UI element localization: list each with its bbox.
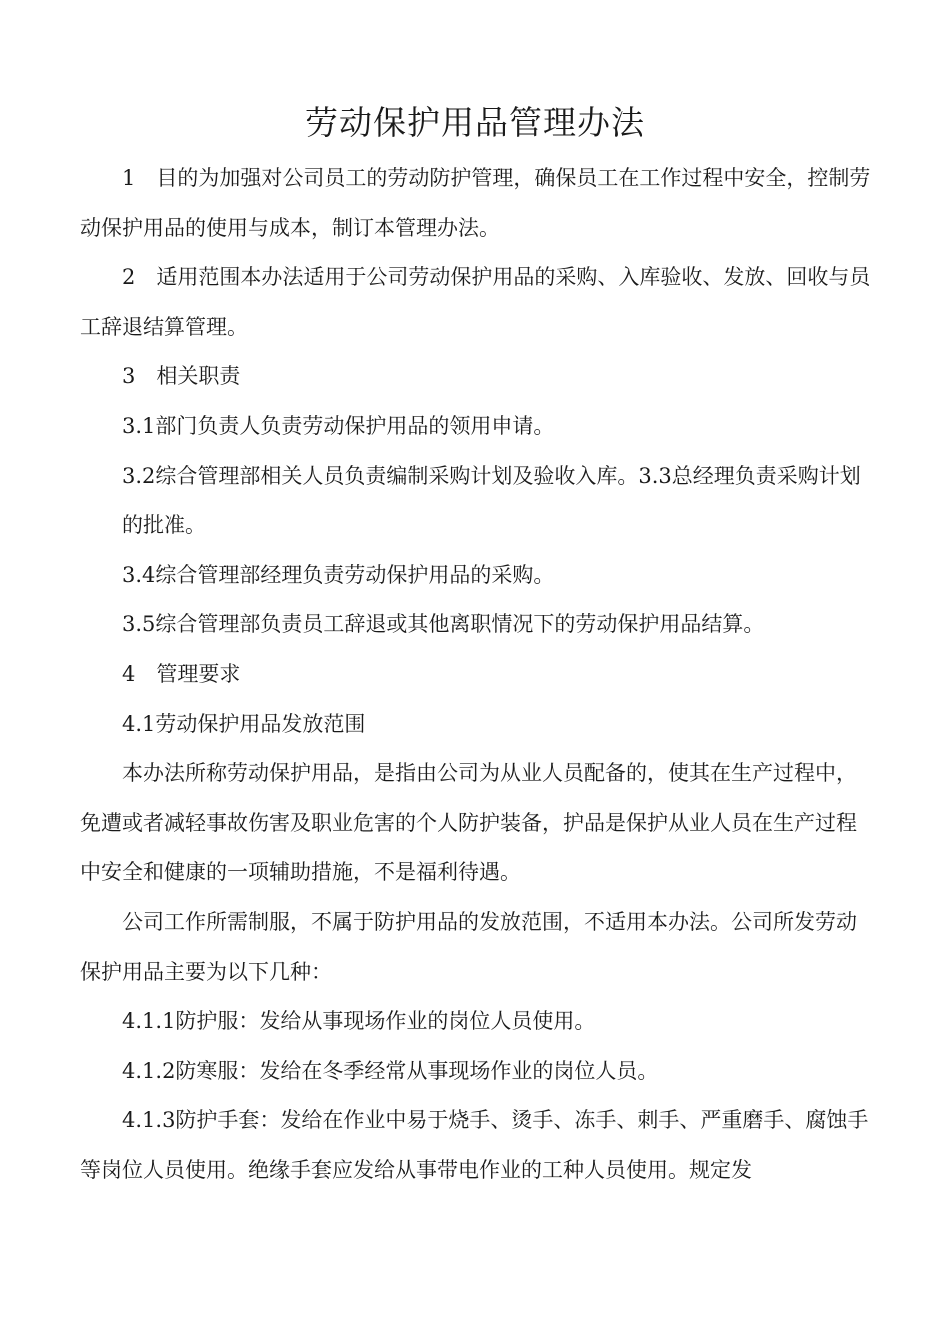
paragraph-3-4: 3.4综合管理部经理负责劳动保护用品的采购。 bbox=[122, 562, 555, 587]
paragraph-definition: 本办法所称劳动保护用品，是指由公司为从业人员配备的，使其在生产过程中，免遭或者减轻事故伤害及职业危害的个人防护装备，护品是保护从业人员在生产过程中安全和健康的一项辅助措施，不是福利待遇。 bbox=[80, 761, 857, 885]
paragraph-4-1-2: 4.1.2防寒服：发给在冬季经常从事现场作业的岗位人员。 bbox=[122, 1058, 659, 1083]
paragraph-3-5: 3.5综合管理部负责员工辞退或其他离职情况下的劳动保护用品结算。 bbox=[122, 612, 765, 637]
paragraph-3-2: 3.2综合管理部相关人员负责编制采购计划及验收入库。3.3总经理负责采购计划的批准。 bbox=[122, 463, 861, 538]
paragraph-purpose: 1 目的为加强对公司员工的劳动防护管理，确保员工在工作过程中安全，控制劳动保护用品的使用与成本，制订本管理办法。 bbox=[80, 166, 871, 240]
document-title: 劳动保护用品管理办法 bbox=[305, 103, 645, 142]
heading-responsibilities: 3 相关职责 bbox=[122, 364, 241, 389]
heading-4-1: 4.1劳动保护用品发放范围 bbox=[122, 711, 366, 736]
paragraph-uniform-exclusion: 公司工作所需制服，不属于防护用品的发放范围，不适用本办法。公司所发劳动保护用品主要为以下几种： bbox=[80, 909, 857, 984]
paragraph-4-1-3: 4.1.3防护手套：发给在作业中易于烧手、烫手、冻手、刺手、严重磨手、腐蚀手等岗位人员使用。绝缘手套应发给从事带电作业的工种人员使用。规定发 bbox=[80, 1108, 869, 1182]
paragraph-3-1: 3.1部门负责人负责劳动保护用品的领用申请。 bbox=[122, 413, 555, 438]
paragraph-4-1-1: 4.1.1防护服：发给从事现场作业的岗位人员使用。 bbox=[122, 1009, 596, 1034]
heading-management-requirements: 4 管理要求 bbox=[122, 661, 241, 686]
document-body bbox=[80, 154, 875, 1195]
paragraph-scope: 2 适用范围本办法适用于公司劳动保护用品的采购、入库验收、发放、回收与员工辞退结算管理。 bbox=[80, 265, 871, 339]
